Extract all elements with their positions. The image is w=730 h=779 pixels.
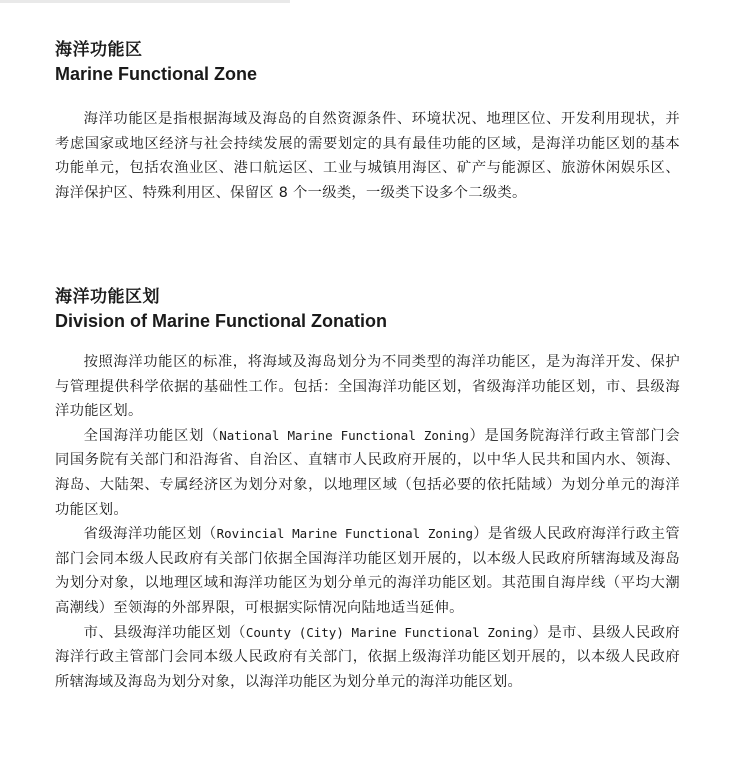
english-term: Rovincial Marine Functional Zoning xyxy=(216,526,474,542)
paragraph-text: 省级海洋功能区划（ xyxy=(83,526,217,543)
english-term: County (City) Marine Functional Zoning xyxy=(245,624,533,640)
english-term: National Marine Functional Zoning xyxy=(219,427,470,443)
section-title-cn: 海洋功能区划 xyxy=(55,287,160,307)
national-zoning-paragraph xyxy=(55,424,680,522)
section-title-cn: 海洋功能区 xyxy=(55,40,143,60)
paragraph-text: 全国海洋功能区划（ xyxy=(83,427,220,444)
definition-paragraph: 海洋功能区是指根据海域及海岛的自然资源条件、环境状况、地理区位、开发利用现状，并考虑国家或地区经济与社会持续发展的需要划定的具有最佳功能的区域，是海洋功能区划的基本功能单元，包括农渔业区、港口航运区、工业与城镇用海区、矿产与能源区、旅游休闲娱乐区、海洋保护区、特殊利用区、保留区 8 个一级类，一级类下设多个二级类。 xyxy=(55,111,680,201)
section-title-en: Division of Marine Functional Zonation xyxy=(55,311,387,331)
section-title-en: Marine Functional Zone xyxy=(55,64,258,84)
provincial-zoning-paragraph xyxy=(55,522,680,620)
paragraph-text: 市、县级海洋功能区划（ xyxy=(83,624,246,641)
section-marine-functional-zone xyxy=(55,40,680,205)
top-divider xyxy=(0,0,290,3)
zonation-intro-paragraph: 按照海洋功能区的标准，将海域及海岛划分为不同类型的海洋功能区，是为海洋开发、保护与管理提供科学依据的基础性工作。包括：全国海洋功能区划，省级海洋功能区划，市、县级海洋功能区划。 xyxy=(55,354,680,420)
section-marine-functional-zonation xyxy=(55,287,680,694)
paragraph-text: ）是省级人民政府海洋行政主管部门会同本级人民政府有关部门依据全国海洋功能区划开展的，以本级人民政府所辖海域及海岛为划分对象，以地理区域和海洋功能区为划分单元的海洋功能区划。其范围自海岸线（平均大潮高潮线）至领海的外部界限，可根据实际情况向陆地适当延伸。 xyxy=(55,526,681,616)
paragraph-text: ）是市、县级人民政府海洋行政主管部门会同本级人民政府有关部门，依据上级海洋功能区划开展的，以本级人民政府所辖海域及海岛为划分对象，以海洋功能区为划分单元的海洋功能区划。 xyxy=(55,624,681,690)
county-zoning-paragraph xyxy=(55,621,680,695)
paragraph-text: ）是国务院海洋行政主管部门会同国务院有关部门和沿海省、自治区、直辖市人民政府开展的，以中华人民共和国内水、领海、海岛、大陆架、专属经济区为划分对象，以地理区域（包括必要的依托陆域）为划分单元的海洋功能区划。 xyxy=(55,427,681,518)
